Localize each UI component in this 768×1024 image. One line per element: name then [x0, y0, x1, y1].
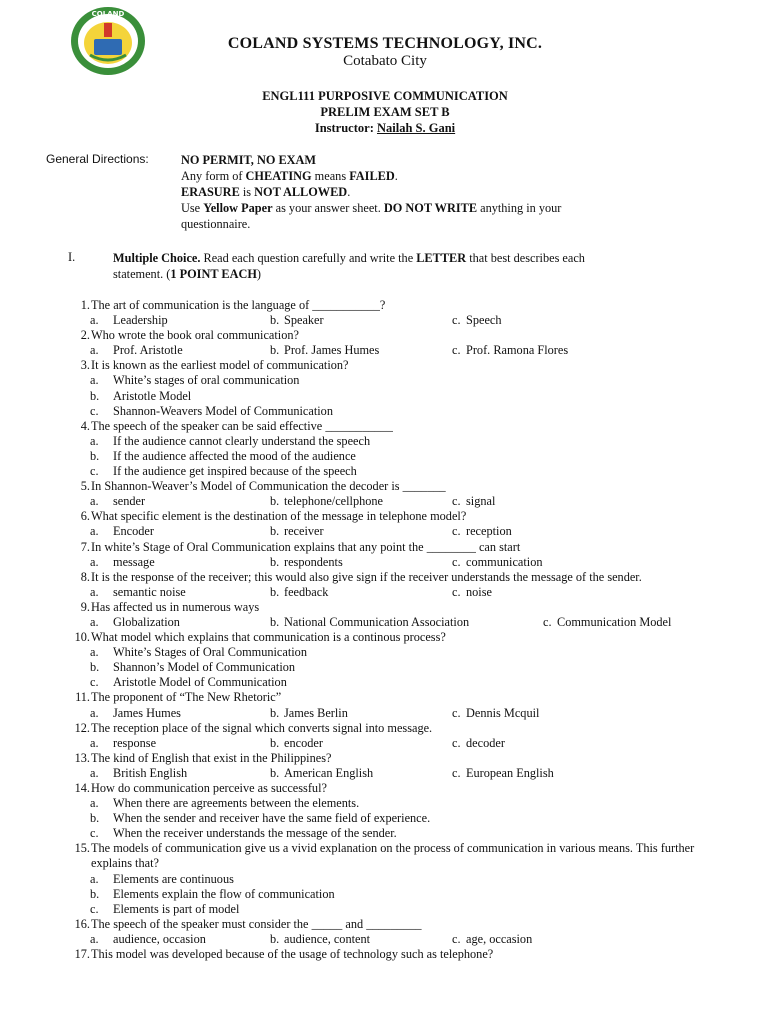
- answer-option: [452, 494, 495, 509]
- answer-option: [270, 706, 348, 721]
- option-text: feedback: [284, 584, 329, 599]
- answer-option: [90, 313, 168, 328]
- answer-option: [270, 343, 379, 358]
- question-text: The reception place of the signal which converts signal into message.: [91, 720, 433, 735]
- question-text: How do communication perceive as successful?: [91, 781, 327, 795]
- question-number: 3.: [80, 358, 90, 373]
- question-item: [64, 630, 734, 645]
- option-letter: c.: [90, 901, 99, 916]
- question-number: 14.: [74, 781, 90, 795]
- question-item: [64, 947, 734, 962]
- answer-option: [90, 706, 181, 721]
- option-text: Prof. Aristotle: [113, 343, 183, 358]
- option-text: When the receiver understands the message of the sender.: [113, 826, 397, 841]
- school-logo: [68, 5, 148, 77]
- direction-line-1: NO PERMIT, NO EXAM: [181, 153, 317, 167]
- option-text: signal: [466, 494, 496, 509]
- option-text: Communication Model: [557, 614, 672, 629]
- option-text: noise: [466, 584, 492, 599]
- option-row: [64, 736, 734, 751]
- option-text: Aristotle Model: [113, 388, 192, 403]
- option-row: [64, 766, 734, 781]
- answer-option: [452, 555, 543, 570]
- section-instructions: Multiple Choice. Read each question carefully and write the LETTER that best describes each statement. (1 POINT EACH): [113, 251, 585, 281]
- option-letter: a.: [90, 343, 99, 358]
- option-text: age, occasion: [466, 931, 533, 946]
- answer-option: [270, 615, 469, 630]
- question-number: 6.: [80, 509, 90, 524]
- answer-option: [270, 932, 370, 947]
- question-text: This model was developed because of the usage of technology such as telephone?: [91, 947, 494, 962]
- question-number: 7.: [80, 539, 90, 554]
- question-text: It is known as the earliest model of communication?: [91, 358, 349, 373]
- question-item: [64, 540, 734, 555]
- option-letter: a.: [90, 765, 99, 780]
- answer-option: [64, 796, 734, 811]
- answer-option: [452, 343, 568, 358]
- question-text: What model which explains that communication is a continous process?: [91, 630, 446, 645]
- answer-option: [452, 313, 502, 328]
- direction-line-4: Use Yellow Paper as your answer sheet. DO NOT WRITE anything in your: [181, 201, 562, 215]
- question-item: [64, 917, 734, 932]
- direction-line-5: questionnaire.: [181, 217, 251, 231]
- question-item: [64, 570, 734, 585]
- question-item: [64, 721, 734, 736]
- question-number: 17.: [74, 947, 90, 962]
- answer-option: [64, 675, 734, 690]
- option-letter: b.: [270, 554, 280, 569]
- question-number: 11.: [75, 690, 90, 705]
- question-text: Has affected us in numerous ways: [91, 599, 260, 614]
- instructor-line: [150, 121, 620, 136]
- option-letter: c.: [452, 584, 461, 599]
- option-text: Prof. James Humes: [284, 343, 380, 358]
- answer-option: [452, 932, 532, 947]
- option-row: [64, 494, 734, 509]
- question-item: [64, 751, 734, 766]
- option-letter: b.: [270, 343, 280, 358]
- question-item: [64, 690, 734, 705]
- option-letter: a.: [90, 554, 99, 569]
- option-text: encoder: [284, 735, 323, 750]
- option-letter: a.: [90, 705, 99, 720]
- question-text: The models of communication give us a vivid explanation on the process of communication in various means. This further explains that?: [91, 841, 695, 871]
- option-row: [64, 585, 734, 600]
- option-text: audience, occasion: [113, 931, 206, 946]
- answer-option: [543, 615, 671, 630]
- option-text: Speech: [466, 313, 502, 328]
- answer-option: [64, 645, 734, 660]
- option-letter: a.: [90, 494, 99, 509]
- question-item: [64, 841, 734, 871]
- question-number: 13.: [74, 750, 90, 765]
- answer-option: [64, 872, 734, 887]
- answer-option: [452, 585, 492, 600]
- option-text: Elements are continuous: [113, 871, 234, 886]
- option-letter: c.: [452, 554, 461, 569]
- question-number: 12.: [74, 720, 90, 735]
- option-letter: b.: [90, 660, 100, 675]
- option-text: When the sender and receiver have the same field of experience.: [113, 811, 431, 826]
- company-name: COLAND SYSTEMS TECHNOLOGY, INC.: [227, 35, 543, 52]
- option-row: [64, 615, 734, 630]
- answer-option: [64, 887, 734, 902]
- option-text: Elements explain the flow of communication: [113, 886, 335, 901]
- option-letter: c.: [90, 464, 99, 479]
- option-letter: b.: [270, 614, 280, 629]
- question-text: Who wrote the book oral communication?: [91, 328, 299, 343]
- answer-option: [270, 585, 328, 600]
- answer-option: [90, 524, 154, 539]
- option-letter: b.: [270, 735, 280, 750]
- option-letter: b.: [270, 584, 280, 599]
- option-row: [64, 524, 734, 539]
- instructor-label: Instructor:: [314, 121, 374, 135]
- answer-option: [90, 585, 186, 600]
- question-item: [64, 781, 734, 796]
- question-item: [64, 419, 734, 434]
- option-letter: c.: [452, 931, 461, 946]
- option-text: telephone/cellphone: [284, 494, 384, 509]
- question-text: What specific element is the destination of the message in telephone model?: [91, 509, 467, 524]
- answer-option: [90, 736, 156, 751]
- option-text: response: [113, 735, 157, 750]
- answer-option: [452, 766, 554, 781]
- question-item: [64, 358, 734, 373]
- exam-set: PRELIM EXAM SET B: [320, 105, 450, 119]
- option-letter: c.: [543, 614, 552, 629]
- answer-option: [64, 434, 734, 449]
- answer-option: [64, 464, 734, 479]
- question-number: 10.: [74, 630, 90, 645]
- answer-option: [64, 902, 734, 917]
- instructor-name: Nailah S. Gani: [376, 121, 456, 135]
- option-text: Aristotle Model of Communication: [113, 675, 287, 690]
- option-letter: a.: [90, 433, 99, 448]
- question-text: The speech of the speaker can be said effective ___________: [91, 418, 393, 433]
- option-text: Encoder: [113, 524, 154, 539]
- option-text: European English: [466, 765, 554, 780]
- answer-option: [64, 404, 734, 419]
- question-number: 1.: [80, 298, 90, 312]
- option-row: [64, 555, 734, 570]
- answer-option: [270, 736, 323, 751]
- option-text: respondents: [284, 554, 343, 569]
- option-letter: c.: [452, 343, 461, 358]
- option-text: If the audience affected the mood of the audience: [113, 448, 356, 463]
- option-text: communication: [466, 554, 543, 569]
- answer-option: [90, 555, 155, 570]
- course-title: ENGL111 PURPOSIVE COMMUNICATION: [262, 89, 508, 103]
- answer-option: [270, 313, 324, 328]
- question-item: [64, 509, 734, 524]
- option-text: audience, content: [284, 931, 371, 946]
- option-letter: a.: [90, 871, 99, 886]
- option-text: semantic noise: [113, 584, 186, 599]
- answer-option: [64, 826, 734, 841]
- option-letter: a.: [90, 931, 99, 946]
- option-text: decoder: [466, 735, 505, 750]
- option-letter: c.: [452, 765, 461, 780]
- question-text: The proponent of “The New Rhetoric”: [91, 690, 282, 705]
- answer-option: [270, 555, 343, 570]
- option-text: receiver: [284, 524, 324, 539]
- option-letter: a.: [90, 796, 99, 811]
- option-text: If the audience get inspired because of the speech: [113, 464, 357, 479]
- answer-option: [90, 932, 206, 947]
- answer-option: [64, 449, 734, 464]
- question-text: In Shannon-Weaver’s Model of Communication the decoder is _______: [91, 479, 446, 494]
- option-text: reception: [466, 524, 512, 539]
- option-text: Globalization: [113, 614, 180, 629]
- option-text: sender: [113, 494, 146, 509]
- question-number: 9.: [80, 599, 90, 614]
- general-directions: [181, 152, 671, 232]
- question-number: 16.: [74, 916, 90, 931]
- option-letter: b.: [270, 705, 280, 720]
- option-letter: c.: [452, 313, 461, 328]
- option-letter: c.: [452, 735, 461, 750]
- option-text: White’s Stages of Oral Communication: [113, 645, 307, 660]
- option-letter: b.: [270, 931, 280, 946]
- option-letter: b.: [90, 886, 100, 901]
- question-number: 2.: [80, 328, 90, 343]
- option-text: White’s stages of oral communication: [113, 373, 300, 388]
- question-text: In white’s Stage of Oral Communication explains that any point the ________ can start: [91, 539, 521, 554]
- question-number: 8.: [80, 569, 90, 584]
- option-text: Shannon-Weavers Model of Communication: [113, 403, 333, 418]
- option-letter: a.: [90, 735, 99, 750]
- direction-line-3: ERASURE is NOT ALLOWED.: [181, 185, 351, 199]
- option-text: Dennis Mcquil: [466, 705, 540, 720]
- answer-option: [64, 811, 734, 826]
- question-item: [64, 600, 734, 615]
- option-letter: b.: [90, 811, 100, 826]
- option-row: [64, 343, 734, 358]
- option-text: Elements is part of model: [113, 901, 240, 916]
- option-text: James Humes: [113, 705, 181, 720]
- answer-option: [270, 524, 324, 539]
- option-letter: c.: [452, 494, 461, 509]
- option-row: [64, 706, 734, 721]
- question-list: [64, 298, 734, 962]
- option-letter: b.: [270, 494, 280, 509]
- option-letter: c.: [452, 524, 461, 539]
- option-letter: b.: [270, 524, 280, 539]
- option-text: When there are agreements between the elements.: [113, 796, 360, 811]
- option-text: Shannon’s Model of Communication: [113, 660, 296, 675]
- option-text: National Communication Association: [284, 614, 470, 629]
- question-number: 15.: [74, 841, 90, 856]
- answer-option: [90, 766, 187, 781]
- option-letter: a.: [90, 614, 99, 629]
- city: Cotabato City: [343, 53, 427, 69]
- option-letter: c.: [90, 675, 99, 690]
- question-text: The art of communication is the language of ___________?: [91, 298, 386, 312]
- answer-option: [90, 615, 180, 630]
- option-text: Leadership: [113, 313, 168, 328]
- option-letter: b.: [90, 448, 100, 463]
- option-letter: a.: [90, 524, 99, 539]
- answer-option: [64, 373, 734, 388]
- option-letter: c.: [452, 705, 461, 720]
- question-number: 5.: [80, 479, 90, 494]
- answer-option: [452, 524, 512, 539]
- question-item: [64, 298, 734, 313]
- option-letter: a.: [90, 313, 99, 328]
- option-letter: b.: [270, 313, 280, 328]
- option-letter: a.: [90, 373, 99, 388]
- option-text: Prof. Ramona Flores: [466, 343, 569, 358]
- question-item: [64, 328, 734, 343]
- question-number: 4.: [80, 418, 90, 433]
- option-text: If the audience cannot clearly understand the speech: [113, 433, 371, 448]
- option-letter: b.: [90, 388, 100, 403]
- section-number: I.: [68, 250, 76, 264]
- option-letter: a.: [90, 584, 99, 599]
- option-letter: c.: [90, 826, 99, 841]
- answer-option: [270, 766, 373, 781]
- question-text: It is the response of the receiver; this would also give sign if the receiver understands the message of the sender.: [91, 569, 642, 584]
- answer-option: [452, 706, 539, 721]
- option-text: message: [113, 554, 155, 569]
- answer-option: [64, 660, 734, 675]
- question-text: The speech of the speaker must consider the _____ and _________: [91, 916, 422, 931]
- answer-option: [270, 494, 383, 509]
- option-letter: b.: [270, 765, 280, 780]
- answer-option: [90, 494, 145, 509]
- option-letter: a.: [90, 645, 99, 660]
- option-row: [64, 932, 734, 947]
- logo-top-text: COLAND: [91, 10, 125, 18]
- option-text: Speaker: [284, 313, 324, 328]
- direction-line-2: Any form of CHEATING means FAILED.: [181, 169, 398, 183]
- answer-option: [452, 736, 505, 751]
- general-directions-label: General Directions:: [46, 152, 149, 166]
- question-text: The kind of English that exist in the Philippines?: [91, 750, 332, 765]
- option-row: [64, 313, 734, 328]
- option-letter: c.: [90, 403, 99, 418]
- option-text: British English: [113, 765, 188, 780]
- option-text: James Berlin: [284, 705, 348, 720]
- answer-option: [90, 343, 183, 358]
- answer-option: [64, 389, 734, 404]
- option-text: American English: [284, 765, 374, 780]
- question-item: [64, 479, 734, 494]
